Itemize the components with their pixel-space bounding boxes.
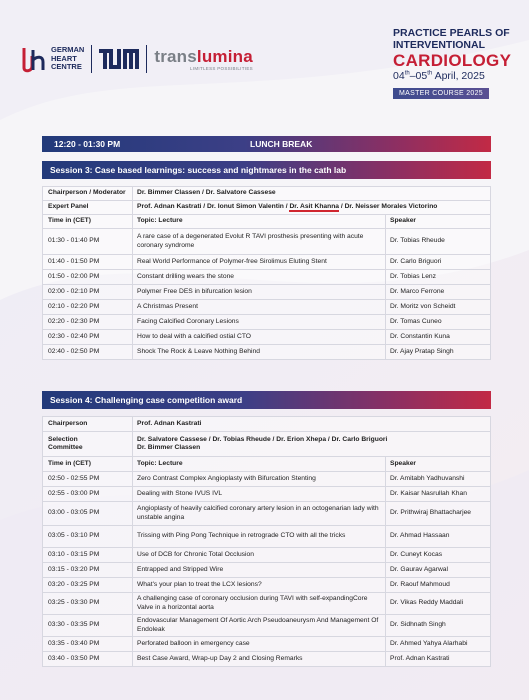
time-cell: 02:30 - 02:40 PM [43, 330, 133, 345]
speaker-cell: Dr. Carlo Briguori [386, 255, 491, 270]
topic-cell: A rare case of a degenerated Evolut R TAVI prosthesis presenting with acute coronary syndrome [133, 229, 386, 255]
translumina-name-accent: lumina [196, 46, 253, 66]
time-cell: 02:55 - 03:00 PM [43, 487, 133, 502]
topic-header: Topic: Lecture [133, 215, 386, 229]
master-course-badge: MASTER COURSE 2025 [393, 88, 489, 99]
time-cell: 03:25 - 03:30 PM [43, 593, 133, 615]
topic-cell: Constant drilling wears the stone [133, 270, 386, 285]
topic-cell: Use of DCB for Chronic Total Occlusion [133, 548, 386, 563]
speaker-cell: Dr. Ahmed Yahya Alarhabi [386, 637, 491, 652]
speaker-cell: Dr. Cuneyt Kocas [386, 548, 491, 563]
session4-table [42, 416, 491, 667]
committee-names: Dr. Salvatore Cassese / Dr. Tobias Rheude / Dr. Erion Xhepa / Dr. Carlo Briguori Dr. Bimmer Classen [133, 432, 491, 457]
speaker-cell: Dr. Gaurav Agarwal [386, 563, 491, 578]
session4-header-row [43, 457, 491, 472]
lunch-time: 12:20 - 01:30 PM [54, 139, 121, 149]
table-row [43, 315, 491, 330]
topic-cell: Facing Calcified Coronary Lesions [133, 315, 386, 330]
topic-cell: Real World Performance of Polymer-free Sirolimus Eluting Stent [133, 255, 386, 270]
speaker-header: Speaker [386, 215, 491, 229]
speaker-cell: Dr. Kaisar Nasrullah Khan [386, 487, 491, 502]
table-row [43, 548, 491, 563]
time-cell: 02:40 - 02:50 PM [43, 345, 133, 360]
speaker-cell: Dr. Tobias Lenz [386, 270, 491, 285]
speaker-cell: Dr. Amitabh Yadhuvanshi [386, 472, 491, 487]
table-row [43, 270, 491, 285]
time-cell: 03:20 - 03:25 PM [43, 578, 133, 593]
table-row [43, 652, 491, 667]
time-cell: 03:35 - 03:40 PM [43, 637, 133, 652]
chair-names: Dr. Bimmer Classen / Dr. Salvatore Cassese [133, 187, 491, 201]
table-row [43, 637, 491, 652]
topic-cell: Perforated balloon in emergency case [133, 637, 386, 652]
topic-cell: Trissing with Ping Pong Technique in retrograde CTO with all the tricks [133, 526, 386, 548]
time-cell: 02:20 - 02:30 PM [43, 315, 133, 330]
german-heart-centre-name: GERMAN HEART CENTRE [51, 45, 85, 72]
time-cell: 03:05 - 03:10 PM [43, 526, 133, 548]
speaker-cell: Dr. Ahmad Hassaan [386, 526, 491, 548]
time-header: Time in (CET) [43, 457, 133, 472]
topic-cell: Zero Contrast Complex Angioplasty with Bifurcation Stenting [133, 472, 386, 487]
session3-panel-row [43, 201, 491, 215]
time-cell: 01:50 - 02:00 PM [43, 270, 133, 285]
lunch-break-bar [42, 136, 491, 152]
table-row [43, 285, 491, 300]
topic-cell: Angioplasty of heavily calcified coronary artery lesion in an octogenarian lady with unstable angina [133, 502, 386, 526]
panel-names: Prof. Adnan Kastrati / Dr. Ionut Simon Valentin / Dr. Asit Khanna / Dr. Neisser Morales Victorino [133, 201, 491, 215]
speaker-cell: Dr. Moritz von Scheidt [386, 300, 491, 315]
tum-logo-icon [99, 47, 139, 71]
session4-title: Session 4: Challenging case competition award [50, 395, 243, 405]
session3-header-row [43, 215, 491, 229]
session3-table [42, 186, 491, 360]
speaker-cell: Dr. Tobias Rheude [386, 229, 491, 255]
time-cell: 01:30 - 01:40 PM [43, 229, 133, 255]
speaker-cell: Prof. Adnan Kastrati [386, 652, 491, 667]
event-title-block [393, 28, 513, 100]
table-row [43, 300, 491, 315]
topic-cell: A Christmas Present [133, 300, 386, 315]
table-row [43, 578, 491, 593]
table-row [43, 330, 491, 345]
table-row [43, 255, 491, 270]
time-header: Time in (CET) [43, 215, 133, 229]
event-title-line1: PRACTICE PEARLS OF [393, 27, 510, 39]
time-cell: 03:15 - 03:20 PM [43, 563, 133, 578]
logo-divider [146, 45, 147, 73]
partner-logos [20, 44, 253, 74]
german-heart-centre-logo-icon [20, 44, 46, 74]
time-cell: 02:00 - 02:10 PM [43, 285, 133, 300]
table-row [43, 229, 491, 255]
translumina-name-main: trans [154, 46, 197, 66]
chair-name: Prof. Adnan Kastrati [133, 417, 491, 432]
panel-label: Expert Panel [43, 201, 133, 215]
topic-cell: A challenging case of coronary occlusion during TAVI with self-expandingCore Valve in a horizontal aorta [133, 593, 386, 615]
speaker-cell: Dr. Ajay Pratap Singh [386, 345, 491, 360]
table-row [43, 472, 491, 487]
time-cell: 03:40 - 03:50 PM [43, 652, 133, 667]
session4-chair-row [43, 417, 491, 432]
session3-title-bar [42, 161, 491, 179]
topic-cell: Entrapped and Stripped Wire [133, 563, 386, 578]
table-row [43, 563, 491, 578]
session3-chair-row [43, 187, 491, 201]
speaker-cell: Dr. Tomas Cuneo [386, 315, 491, 330]
table-row [43, 502, 491, 526]
chair-label: Chairperson [43, 417, 133, 432]
time-cell: 02:50 - 02:55 PM [43, 472, 133, 487]
speaker-cell: Dr. Prithwiraj Bhattacharjee [386, 502, 491, 526]
table-row [43, 526, 491, 548]
translumina-tagline: LIMITLESS POSSIBILITIES [190, 65, 253, 71]
speaker-cell: Dr. Sidhnath Singh [386, 615, 491, 637]
committee-label: Selection Committee [43, 432, 133, 457]
session4-committee-row [43, 432, 491, 457]
table-row [43, 345, 491, 360]
topic-cell: Dealing with Stone IVUS IVL [133, 487, 386, 502]
topic-header: Topic: Lecture [133, 457, 386, 472]
table-row [43, 487, 491, 502]
chair-label: Chairperson / Moderator [43, 187, 133, 201]
topic-cell: Shock The Rock & Leave Nothing Behind [133, 345, 386, 360]
lunch-label: LUNCH BREAK [250, 139, 313, 149]
session3-title: Session 3: Case based learnings: success and nightmares in the cath lab [50, 165, 347, 175]
time-cell: 01:40 - 01:50 PM [43, 255, 133, 270]
topic-cell: What's your plan to treat the LCX lesions? [133, 578, 386, 593]
logo-divider [91, 45, 92, 73]
table-row [43, 593, 491, 615]
speaker-cell: Dr. Vikas Reddy Maddali [386, 593, 491, 615]
event-title-line3: CARDIOLOGY [393, 51, 512, 70]
event-title-line2: INTERVENTIONAL [393, 38, 485, 51]
topic-cell: Polymer Free DES in bifurcation lesion [133, 285, 386, 300]
time-cell: 02:10 - 02:20 PM [43, 300, 133, 315]
topic-cell: Best Case Award, Wrap-up Day 2 and Closing Remarks [133, 652, 386, 667]
time-cell: 03:00 - 03:05 PM [43, 502, 133, 526]
session4-title-bar [42, 391, 491, 409]
speaker-cell: Dr. Constantin Kuna [386, 330, 491, 345]
speaker-cell: Dr. Marco Ferrone [386, 285, 491, 300]
topic-cell: How to deal with a calcified ostial CTO [133, 330, 386, 345]
translumina-logo [154, 48, 253, 71]
event-date: 04th–05th April, 2025 [393, 70, 485, 82]
time-cell: 03:30 - 03:35 PM [43, 615, 133, 637]
time-cell: 03:10 - 03:15 PM [43, 548, 133, 563]
topic-cell: Endovascular Management Of Aortic Arch Pseudoaneurysm And Management Of Endoleak [133, 615, 386, 637]
table-row [43, 615, 491, 637]
speaker-cell: Dr. Raouf Mahmoud [386, 578, 491, 593]
highlighted-panelist: Dr. Asit Khanna [289, 203, 340, 211]
speaker-header: Speaker [386, 457, 491, 472]
